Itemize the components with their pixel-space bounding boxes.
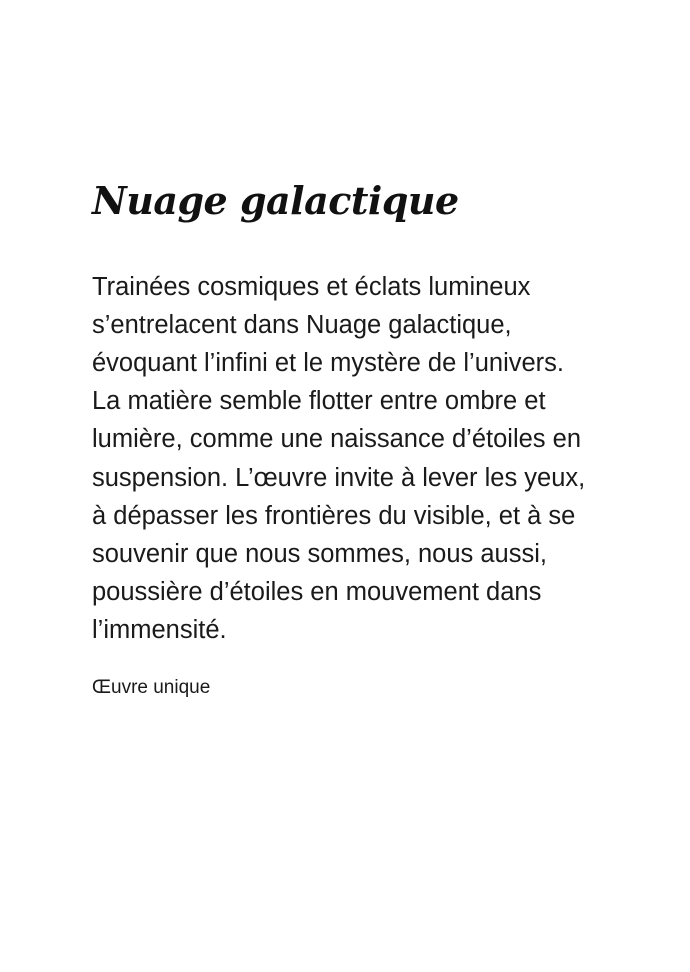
edition-label: Œuvre unique — [92, 676, 211, 698]
artwork-description: Trainées cosmiques et éclats lumineux s’entrelacent dans Nuage galactique, évoquant l’infini et le mystère de l’univers. La matière semble flotter entre ombre et lumière, comme une naissance d’étoiles en suspension. L’œuvre invite à lever les yeux, à dépasser les frontières du visible, et à se souvenir que nous sommes, nous aussi, poussière d’étoiles en mouvement dans l’immensité. — [92, 272, 586, 645]
artwork-card — [92, 178, 612, 700]
artwork-title: Nuage galactique — [92, 178, 459, 223]
